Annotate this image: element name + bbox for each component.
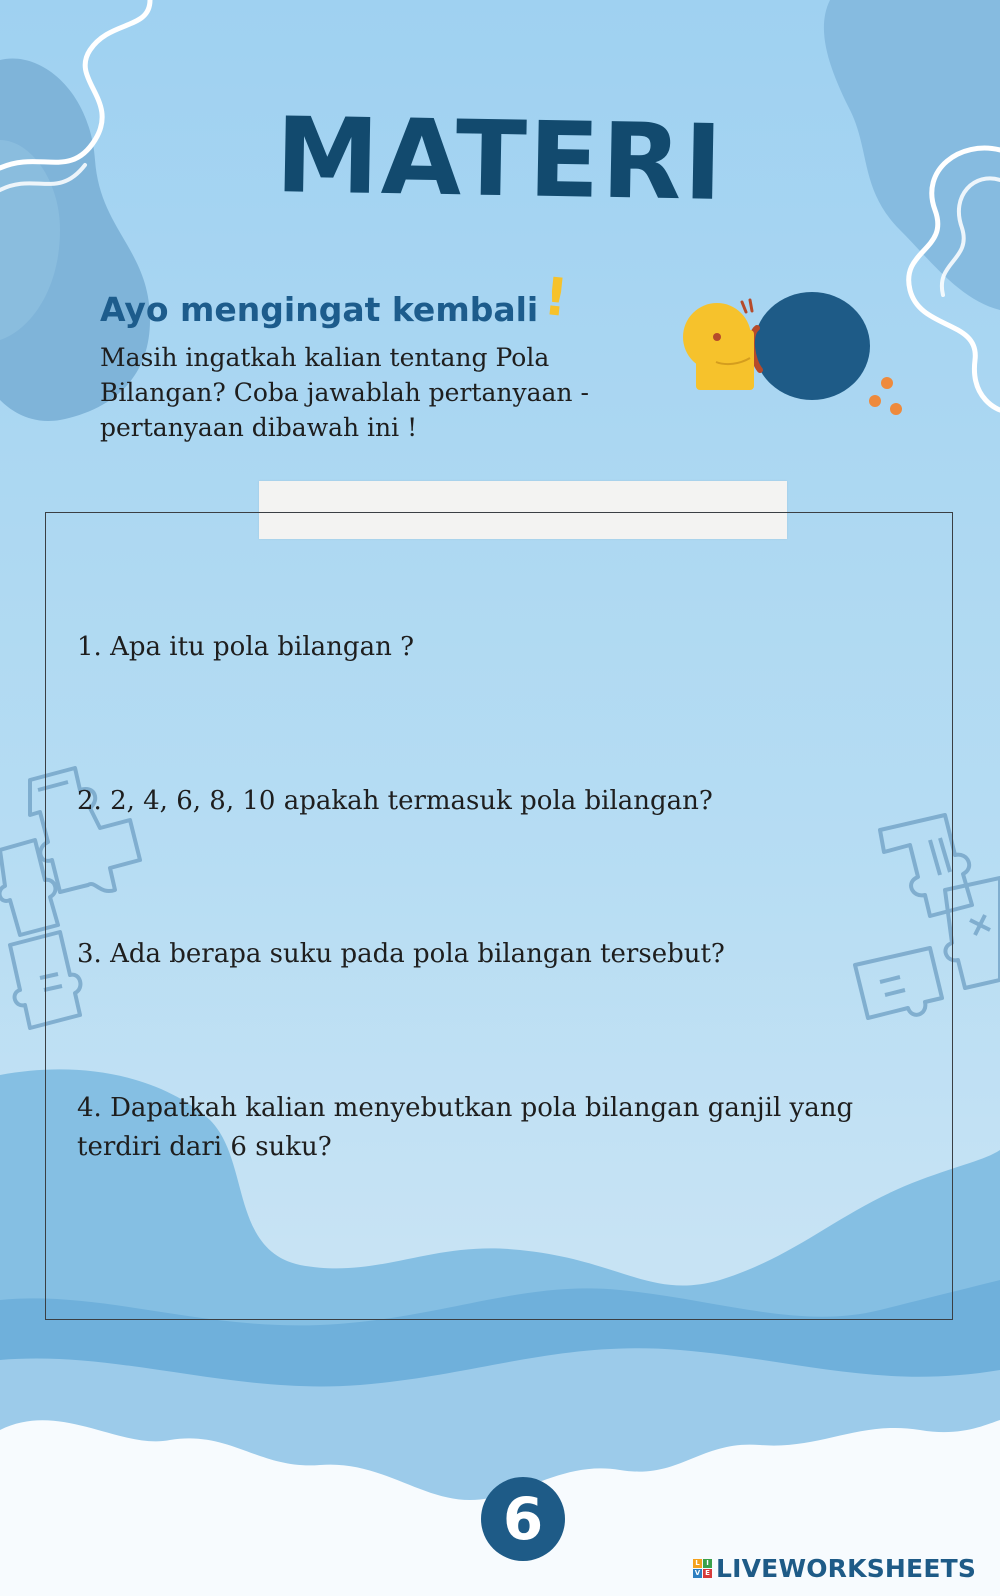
liveworksheets-brand[interactable]: [693, 1554, 976, 1583]
liveworksheets-label: LIVEWORKSHEETS: [716, 1554, 977, 1583]
logo-letter: I: [703, 1559, 712, 1568]
intro-text: Masih ingatkah kalian tentang Pola Bilangan? Coba jawablah pertanyaan - pertanyaan dibawah ini !: [100, 343, 589, 442]
question-1: 1. Apa itu pola bilangan ?: [77, 632, 415, 662]
logo-letter: E: [703, 1569, 712, 1578]
section-subtitle: Ayo mengingat kembali: [100, 290, 539, 329]
question-2: 2. 2, 4, 6, 8, 10 apakah termasuk pola bilangan?: [77, 786, 713, 816]
question-3: 3. Ada berapa suku pada pola bilangan tersebut?: [77, 939, 725, 969]
logo-letter: L: [693, 1559, 702, 1568]
question-4: 4. Dapatkah kalian menyebutkan pola bilangan ganjil yang terdiri dari 6 suku?: [77, 1093, 854, 1162]
exclamation-mark: !: [540, 266, 571, 330]
liveworksheets-logo-icon: [693, 1559, 712, 1578]
page-number-badge: 6: [481, 1477, 565, 1561]
page-title: MATERI: [274, 94, 726, 224]
logo-letter: V: [694, 1569, 701, 1577]
